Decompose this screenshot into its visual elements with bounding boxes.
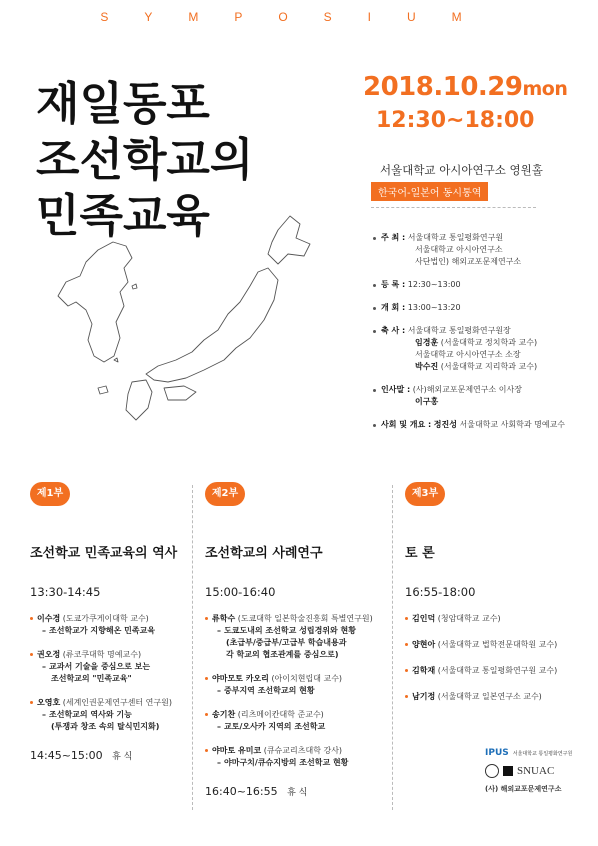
map-illustration	[28, 210, 328, 450]
speaker-aff: (아이치현립대 교수)	[271, 674, 343, 683]
dash-icon: –	[42, 626, 46, 635]
host-label: 주 최 :	[381, 233, 406, 242]
bullet-icon	[205, 617, 208, 620]
speaker-name: 이수경	[37, 614, 61, 623]
break-time: 14:45~15:00	[30, 749, 103, 762]
speaker-aff: (서울대학교 통일평화연구원 교수)	[437, 666, 558, 675]
speaker-name: 권오정	[37, 650, 61, 659]
speaker-item	[205, 709, 385, 733]
ipus-logo	[485, 748, 572, 758]
speaker-list	[405, 613, 585, 703]
speaker-name: 류학수	[212, 614, 236, 623]
session-3	[405, 482, 585, 703]
event-time: 12:30~18:00	[376, 108, 535, 133]
topic-text: 교과서 기술을 중심으로 보는	[49, 662, 151, 671]
bullet-icon	[205, 677, 208, 680]
seal-icon	[485, 764, 499, 778]
speaker-name: 야마토 유미코	[212, 746, 262, 755]
speaker-aff: (도쿄가쿠게이대학 교수)	[62, 614, 149, 623]
speaker-aff: (도쿄대학 일본학술진흥회 특별연구원)	[237, 614, 373, 623]
sponsor-logos	[485, 748, 572, 794]
open-label: 개 회 :	[381, 303, 406, 312]
divider	[371, 207, 536, 208]
congrats-aff-1: (서울대학교 정치학과 교수)	[440, 338, 538, 347]
chair-name: 정진성	[433, 420, 457, 429]
snuac-logo	[485, 764, 572, 778]
topic-text: 조선학교가 지향해온 민족교육	[49, 626, 156, 635]
speaker-name: 김학재	[412, 666, 436, 675]
speaker-topic	[205, 721, 385, 733]
speaker-name: 송기찬	[212, 710, 236, 719]
info-open	[373, 302, 593, 314]
chair-aff: 서울대학교 사회학과 명예교수	[459, 420, 566, 429]
topic-text: 야마구치/큐슈지방의 조선학교 현황	[224, 758, 349, 767]
host-3: 사단법인) 해외교포문제연구소	[415, 257, 522, 266]
speaker-item	[30, 697, 210, 733]
dash-icon: –	[217, 722, 221, 731]
bullet-icon	[30, 701, 33, 704]
topic-text: (투쟁과 창조 속의 탈식민지화)	[51, 722, 160, 731]
topic-text: 조선학교의 역사와 기능	[49, 710, 132, 719]
info-host	[373, 232, 593, 268]
speaker-aff: (류코쿠대학 명예교수)	[62, 650, 142, 659]
dash-icon: –	[217, 758, 221, 767]
title-line-2: 조선학교의	[36, 133, 254, 186]
speaker-item	[30, 649, 210, 685]
dash-icon: –	[217, 626, 221, 635]
column-divider	[392, 485, 393, 810]
open-time: 13:00~13:20	[407, 303, 461, 312]
speaker-aff: (세계인권문제연구센터 연구원)	[62, 698, 172, 707]
speaker-name: 야마모토 카오리	[212, 674, 269, 683]
topic-text: (초급부/중급부/고급부 학습내용과	[226, 638, 347, 647]
speaker-aff: (큐슈교리츠대학 강사)	[263, 746, 343, 755]
break-label: 휴 식	[112, 752, 133, 762]
speaker-item	[405, 613, 585, 625]
session-time: 13:30-14:45	[30, 585, 101, 599]
speaker-item	[205, 745, 385, 769]
congrats-person-1	[381, 337, 593, 349]
speaker-aff: (서울대학교 일본연구소 교수)	[437, 692, 542, 701]
org-logo-text: (사) 해외교포문제연구소	[485, 785, 562, 793]
register-label: 등 록 :	[381, 280, 406, 289]
speaker-name: 오영호	[37, 698, 61, 707]
topic-text: 조선학교의 "민족교육"	[51, 674, 132, 683]
ipus-text: IPUS	[485, 748, 509, 758]
bullet-icon	[205, 713, 208, 716]
congrats-aff-2: (서울대학교 지리학과 교수)	[440, 362, 538, 371]
congrats-label: 축 사 :	[381, 326, 406, 335]
break-time: 16:40~16:55	[205, 785, 278, 798]
bullet-icon	[405, 669, 408, 672]
session-badge: 제2부	[205, 482, 245, 506]
dash-icon: –	[217, 686, 221, 695]
snuac-square-icon	[503, 766, 513, 776]
host-1: 서울대학교 통일평화연구원	[407, 233, 504, 242]
speaker-name: 양현아	[412, 640, 436, 649]
speaker-item	[405, 639, 585, 651]
topic-text: 각 학교의 협조관계를 중심으로)	[226, 650, 339, 659]
session-time: 16:55-18:00	[405, 585, 476, 599]
session-title: 토 론	[405, 546, 435, 561]
topic-text: 중부지역 조선학교의 현황	[224, 686, 315, 695]
dash-icon: –	[42, 662, 46, 671]
topic-text: 도쿄도내의 조선학교 성립경위와 현황	[224, 626, 357, 635]
date-value: 2018.10.29	[363, 72, 523, 102]
speaker-item	[30, 613, 210, 637]
date-weekday: mon	[522, 78, 568, 100]
speaker-item	[205, 613, 385, 661]
congrats-name-2: 박수진	[415, 362, 439, 371]
speaker-topic	[205, 625, 385, 637]
dash-icon: –	[42, 710, 46, 719]
title-line-1: 재일동포	[36, 77, 210, 130]
greeting-role: (사)해외교포문제연구소 이사장	[412, 385, 522, 394]
host-2: 서울대학교 아시아연구소	[415, 245, 503, 254]
bullet-icon	[205, 749, 208, 752]
congrats-person-2	[381, 361, 593, 373]
session-time: 15:00-16:40	[205, 585, 276, 599]
session-title: 조선학교의 사례연구	[205, 546, 323, 561]
register-time: 12:30~13:00	[407, 280, 461, 289]
info-register	[373, 279, 593, 291]
bullet-icon	[30, 653, 33, 656]
session-2	[205, 482, 385, 798]
session-title: 조선학교 민족교육의 역사	[30, 546, 178, 561]
speaker-topic	[205, 757, 385, 769]
info-congrats	[373, 325, 593, 373]
ipus-subtext: 서울대학교 통일평화연구원	[512, 750, 573, 757]
speaker-topic	[30, 709, 210, 721]
congrats-role-1: 서울대학교 통일평화연구원장	[407, 326, 511, 335]
break-row	[205, 785, 385, 798]
speaker-item	[405, 665, 585, 677]
session-badge: 제1부	[30, 482, 70, 506]
greeting-name: 이구홍	[415, 397, 439, 406]
speaker-topic	[30, 625, 210, 637]
speaker-list	[205, 613, 385, 769]
symposium-header: SYMPOSIUM	[100, 10, 498, 24]
event-venue: 서울대학교 아시아연구소 영원홀	[380, 163, 543, 177]
congrats-role-2: 서울대학교 아시아연구소 소장	[415, 350, 521, 359]
break-label: 휴 식	[287, 788, 308, 798]
title-line-3: 민족교육	[36, 189, 210, 242]
info-chair	[373, 419, 593, 431]
speaker-item	[405, 691, 585, 703]
speaker-aff: (리츠메이칸대학 준교수)	[237, 710, 324, 719]
event-info	[373, 232, 593, 442]
break-row	[30, 749, 210, 762]
greeting-person	[381, 396, 593, 408]
congrats-name-1: 임경훈	[415, 338, 439, 347]
bullet-icon	[405, 643, 408, 646]
chair-label: 사회 및 개요 :	[381, 420, 432, 429]
bullet-icon	[405, 695, 408, 698]
speaker-topic	[205, 685, 385, 697]
speaker-aff: (서울대학교 법학전문대학원 교수)	[437, 640, 558, 649]
bullet-icon	[405, 617, 408, 620]
interpretation-badge: 한국어-일본어 동시통역	[371, 182, 488, 201]
speaker-list	[30, 613, 210, 733]
speaker-item	[205, 673, 385, 697]
info-greeting	[373, 384, 593, 408]
topic-text: 교토/오사카 지역의 조선학교	[224, 722, 326, 731]
speaker-name: 남기정	[412, 692, 436, 701]
speaker-aff: (청암대학교 교수)	[437, 614, 501, 623]
session-badge: 제3부	[405, 482, 445, 506]
session-1	[30, 482, 210, 762]
speaker-topic	[30, 661, 210, 673]
event-date	[363, 72, 567, 102]
greeting-label: 인사말 :	[381, 385, 411, 394]
snuac-text: SNUAC	[517, 765, 555, 777]
speaker-name: 김인덕	[412, 614, 436, 623]
bullet-icon	[30, 617, 33, 620]
